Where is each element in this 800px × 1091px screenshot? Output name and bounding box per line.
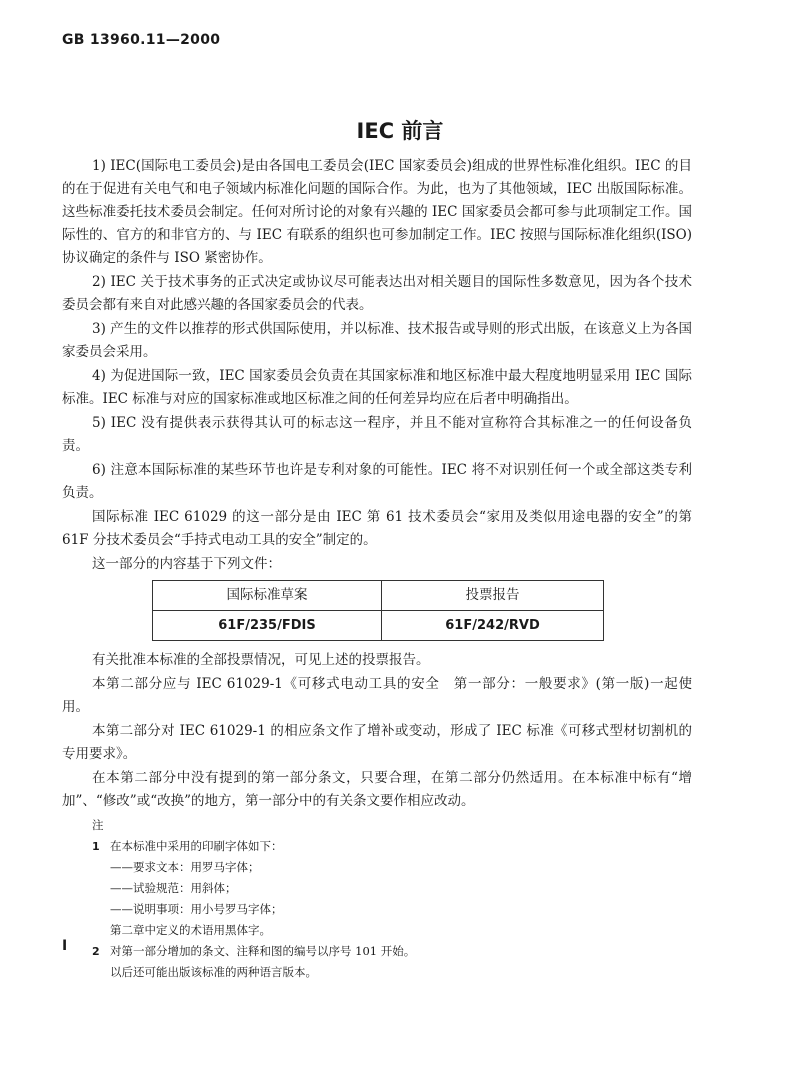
note-number: 1 bbox=[92, 840, 100, 853]
paragraph-based-on: 这一部分的内容基于下列文件： bbox=[92, 556, 281, 572]
note-line: ——试验规范：用斜体； bbox=[110, 881, 237, 895]
notes-label: 注 bbox=[92, 818, 104, 832]
note-line: 在本标准中采用的印刷字体如下： bbox=[110, 839, 283, 853]
paragraph-committee: 国际标准 IEC 61029 的这一部分是由 IEC 第 61 技术委员会“家用及类似用途电器的安全”的第 61F 分技术委员会“手持式电动工具的安全”制定的。 bbox=[62, 509, 692, 548]
paragraph-1: 1) IEC(国际电工委员会)是由各国电工委员会(IEC 国家委员会)组成的世界性标准化组织。IEC 的目的在于促进有关电气和电子领域内标准化问题的国际合作。为此，也为了其他领域，IEC 出版国际标准。这些标准委托技术委员会制定。任何对所讨论的对象有兴趣的 IEC 国家委员会都可参与此项制定工作。国际性的、官方的和非官方的、与 IEC 有联系的组织也可参加制定工作。IEC 按照与国际标准化组织(ISO)协议确定的条件与 ISO 紧密协作。 bbox=[62, 158, 692, 266]
page-title: IEC 前言 bbox=[356, 119, 444, 143]
table-cell-fdis: 61F/235/FDIS bbox=[153, 611, 382, 641]
paragraph-3: 3) 产生的文件以推荐的形式供国际使用，并以标准、技术报告或导则的形式出版，在该意义上为各国家委员会采用。 bbox=[62, 321, 692, 360]
note-item-1 bbox=[62, 836, 692, 857]
paragraph-voting: 有关批准本标准的全部投票情况，可见上述的投票报告。 bbox=[92, 652, 430, 668]
note-line: ——要求文本：用罗马字体； bbox=[110, 860, 260, 874]
note-line: 以后还可能出版该标准的两种语言版本。 bbox=[110, 965, 317, 979]
paragraph-6: 6) 注意本国际标准的某些环节也许是专利对象的可能性。IEC 将不对识别任何一个或全部这类专利负责。 bbox=[62, 462, 692, 501]
table-row bbox=[153, 611, 604, 641]
note-number: 2 bbox=[92, 945, 100, 958]
paragraph-5: 5) IEC 没有提供表示获得其认可的标志这一程序，并且不能对宣称符合其标准之一的任何设备负责。 bbox=[62, 415, 692, 454]
table-cell-rvd: 61F/242/RVD bbox=[382, 611, 604, 641]
paragraph-applicability: 在本第二部分中没有提到的第一部分条文，只要合理，在第二部分仍然适用。在本标准中标有“增加”、“修改”或“改换”的地方，第一部分中的有关条文要作相应改动。 bbox=[62, 770, 692, 809]
note-line: 第二章中定义的术语用黑体字。 bbox=[110, 923, 271, 937]
paragraph-2: 2) IEC 关于技术事务的正式决定或协议尽可能表达出对相关题目的国际性多数意见，因为各个技术委员会都有来自对此感兴趣的各国家委员会的代表。 bbox=[62, 274, 692, 313]
voting-documents-table bbox=[152, 580, 604, 641]
document-body bbox=[62, 155, 692, 983]
table-header-row bbox=[153, 581, 604, 611]
page-number: I bbox=[62, 938, 68, 954]
paragraph-4: 4) 为促进国际一致，IEC 国家委员会负责在其国家标准和地区标准中最大程度地明显采用 IEC 国际标准。IEC 标准与对应的国家标准或地区标准之间的任何差异均应在后者中明确指出。 bbox=[62, 368, 692, 407]
paragraph-supplements: 本第二部分对 IEC 61029-1 的相应条文作了增补或变动，形成了 IEC 标准《可移式型材切割机的专用要求》。 bbox=[62, 723, 692, 762]
note-item-2 bbox=[62, 941, 692, 962]
standard-number-header: GB 13960.11—2000 bbox=[62, 32, 221, 48]
note-line: 对第一部分增加的条文、注释和图的编号以序号 101 开始。 bbox=[110, 944, 416, 958]
note-line: ——说明事项：用小号罗马字体； bbox=[110, 902, 283, 916]
notes-section bbox=[62, 815, 692, 983]
paragraph-use-with: 本第二部分应与 IEC 61029-1《可移式电动工具的安全 第一部分：一般要求》(第一版)一起使用。 bbox=[62, 676, 692, 715]
table-header-cell: 国际标准草案 bbox=[153, 581, 382, 611]
table-header-cell: 投票报告 bbox=[382, 581, 604, 611]
